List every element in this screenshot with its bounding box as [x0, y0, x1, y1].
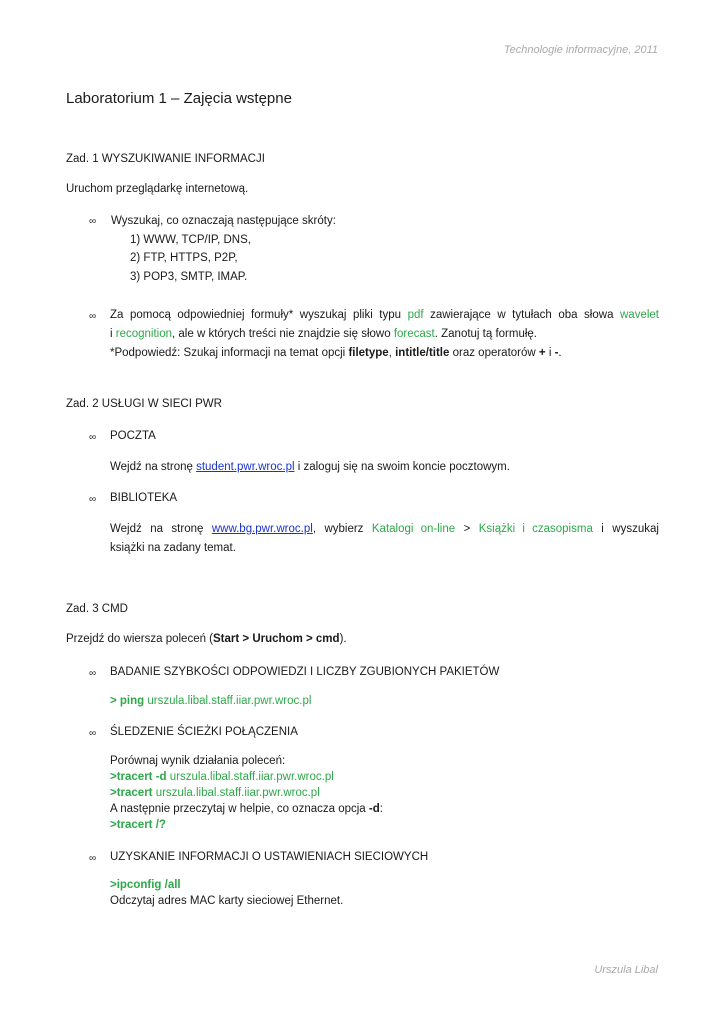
sledzenie-intro: Porównaj wynik działania poleceń: — [110, 755, 286, 767]
uzyskanie-instruction: Odczytaj adres MAC karty sieciowej Ethernet. — [110, 895, 344, 907]
zad1-list-item: 1) WWW, TCP/IP, DNS, — [130, 234, 251, 246]
biblioteka-instruction-line2: książki na zadany temat. — [110, 542, 236, 554]
zad1-list-item: 3) POP3, SMTP, IMAP. — [130, 271, 248, 283]
library-link[interactable]: www.bg.pwr.wroc.pl — [211, 523, 313, 535]
zad3-intro: Przejdź do wiersza poleceń (Start > Uruchom > cmd). — [66, 633, 347, 645]
poczta-label: POCZTA — [110, 430, 156, 442]
zad1-bullet1: Wyszukaj, co oznaczają następujące skróty: — [111, 215, 336, 227]
zad1-intro: Uruchom przeglądarkę internetową. — [66, 183, 249, 195]
page-title: Laboratorium 1 – Zajęcia wstępne — [66, 90, 292, 107]
sledzenie-label: ŚLEDZENIE ŚCIEŻKI POŁĄCZENIA — [110, 726, 298, 738]
poczta-instruction: Wejdź na stronę student.pwr.wroc.pl i zaloguj się na swoim koncie pocztowym. — [110, 461, 510, 473]
bullet-icon: ∞ — [89, 216, 97, 227]
zad1-bullet2-line2: i recognition, ale w których treści nie znajdzie się słowo forecast. Zanotuj tą formułę. — [110, 328, 538, 340]
zad1-bullet2-line1: Za pomocą odpowiedniej formuły* wyszukaj pliki typu pdf zawierające w tytułach oba słowa wavelet — [110, 309, 659, 321]
tracert-d-command: >tracert -d urszula.libal.staff.iiar.pwr.wroc.pl — [110, 771, 334, 783]
zad3-heading: Zad. 3 CMD — [66, 603, 128, 615]
badanie-label: BADANIE SZYBKOŚCI ODPOWIEDZI I LICZBY ZGUBIONYCH PAKIETÓW — [110, 666, 500, 678]
bullet-icon: ∞ — [89, 432, 97, 443]
zad1-list-item: 2) FTP, HTTPS, P2P, — [130, 252, 238, 264]
page-footer: Urszula Libal — [594, 964, 658, 976]
bullet-icon: ∞ — [89, 311, 97, 322]
student-mail-link[interactable]: student.pwr.wroc.pl — [196, 461, 295, 473]
ipconfig-command: >ipconfig /all — [110, 879, 181, 891]
uzyskanie-label: UZYSKANIE INFORMACJI O USTAWIENIACH SIECIOWYCH — [110, 851, 429, 863]
zad1-hint: *Podpowiedź: Szukaj informacji na temat opcji filetype, intitle/title oraz operatorów + i -. — [110, 347, 562, 359]
bullet-icon: ∞ — [89, 494, 97, 505]
bullet-icon: ∞ — [89, 728, 97, 739]
tracert-help-command: >tracert /? — [110, 819, 166, 831]
biblioteka-instruction-line1: Wejdź na stronę www.bg.pwr.wroc.pl, wybierz Katalogi on-line > Książki i czasopisma i wyszukaj — [110, 523, 659, 535]
ping-command: > ping urszula.libal.staff.iiar.pwr.wroc.pl — [110, 695, 312, 707]
zad1-heading: Zad. 1 WYSZUKIWANIE INFORMACJI — [66, 153, 265, 165]
zad2-heading: Zad. 2 USŁUGI W SIECI PWR — [66, 398, 222, 410]
sledzenie-help-text: A następnie przeczytaj w helpie, co oznacza opcja -d: — [110, 803, 383, 815]
page-header: Technologie informacyjne, 2011 — [503, 44, 658, 56]
bullet-icon: ∞ — [89, 853, 97, 864]
bullet-icon: ∞ — [89, 668, 97, 679]
tracert-command: >tracert urszula.libal.staff.iiar.pwr.wroc.pl — [110, 787, 320, 799]
biblioteka-label: BIBLIOTEKA — [110, 492, 178, 504]
